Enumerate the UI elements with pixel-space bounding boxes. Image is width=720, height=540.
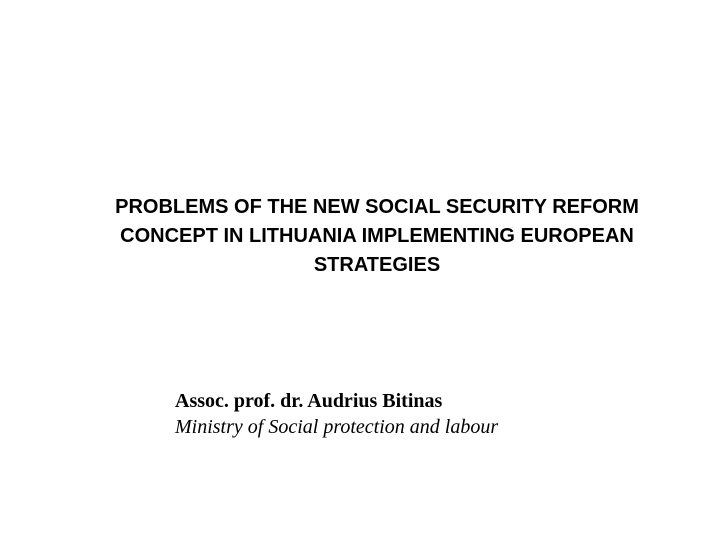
slide-title [40, 193, 714, 280]
title-line-3: STRATEGIES [313, 254, 441, 276]
title-line-1: PROBLEMS OF THE NEW SOCIAL SECURITY REFORM [115, 196, 639, 218]
author-affiliation: Ministry of Social protection and labour [175, 416, 499, 438]
author-name: Assoc. prof. dr. Audrius Bitinas [175, 390, 443, 412]
title-line-2: CONCEPT IN LITHUANIA IMPLEMENTING EUROPEAN [120, 225, 634, 247]
author-block [175, 388, 695, 440]
